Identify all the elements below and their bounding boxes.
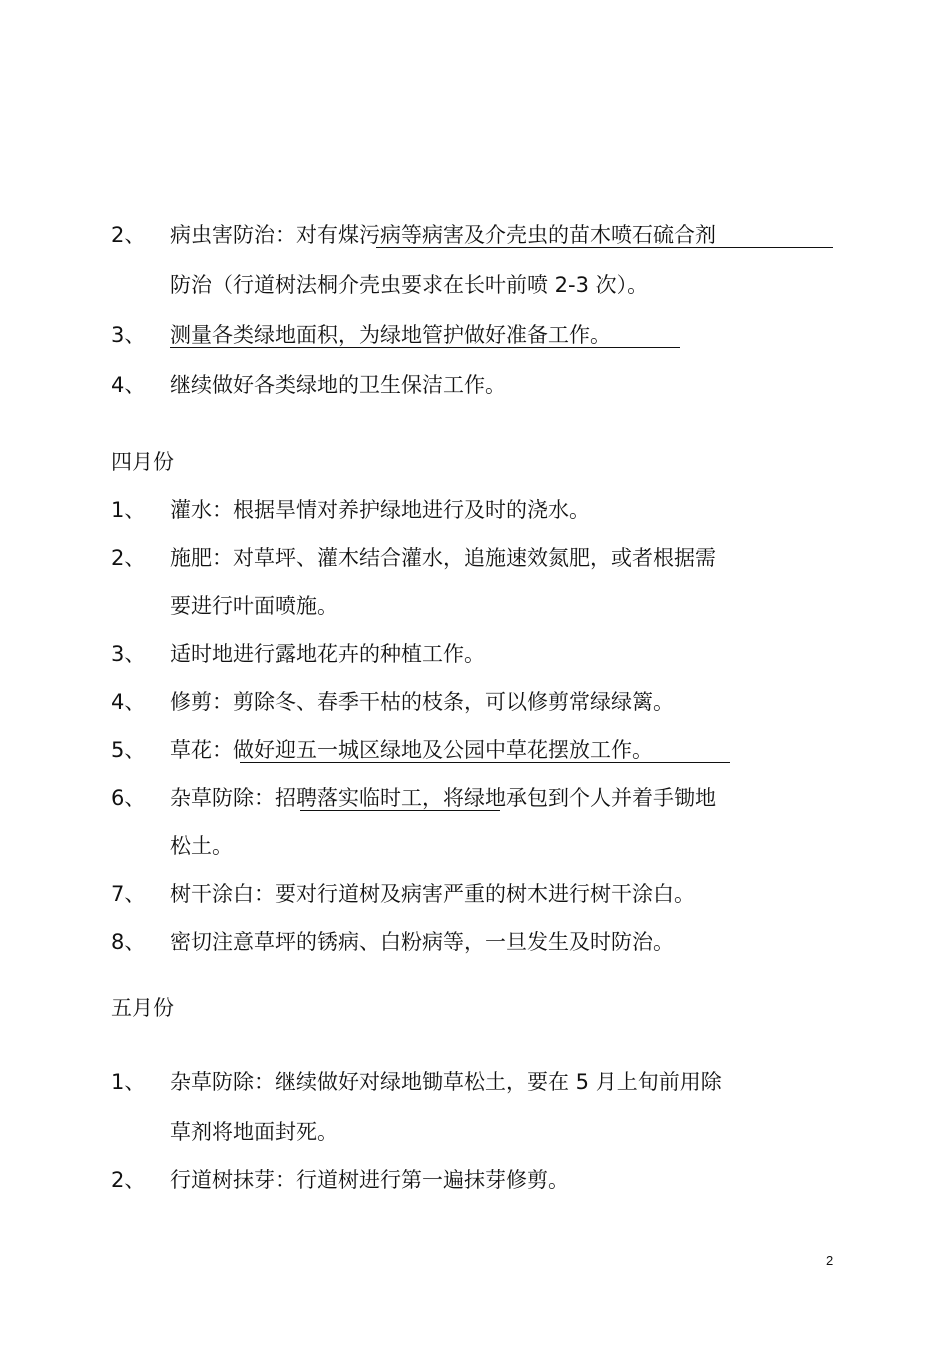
month-heading: 五月份 — [111, 996, 174, 1020]
list-item-continuation — [0, 267, 950, 303]
item-text: 修剪：剪除冬、春季干枯的枝条，可以修剪常绿绿篱。 — [170, 690, 674, 714]
item-text: 适时地进行露地花卉的种植工作。 — [170, 642, 485, 666]
item-text: 杂草防除：继续做好对绿地锄草松土，要在 5 月上旬前用除 — [170, 1070, 722, 1094]
item-text: 施肥：对草坪、灌木结合灌水，追施速效氮肥，或者根据需 — [170, 546, 716, 570]
item-text: 草剂将地面封死。 — [170, 1120, 338, 1144]
list-item-continuation — [0, 1114, 950, 1150]
item-text: 行道树抹芽：行道树进行第一遍抹芽修剪。 — [170, 1168, 569, 1192]
list-item — [0, 1064, 950, 1100]
list-item-continuation — [0, 828, 950, 864]
section-heading — [0, 990, 950, 1026]
item-number: 1、 — [111, 498, 146, 522]
underline-mark — [240, 762, 730, 763]
item-number: 1、 — [111, 1070, 146, 1094]
section-heading — [0, 444, 950, 480]
list-item — [0, 924, 950, 960]
underline-mark — [170, 347, 680, 348]
month-heading: 四月份 — [111, 450, 174, 474]
item-text: 防治（行道树法桐介壳虫要求在长叶前喷 2-3 次）。 — [170, 273, 649, 297]
item-text: 病虫害防治：对有煤污病等病害及介壳虫的苗木喷石硫合剂 — [170, 223, 716, 247]
item-text: 要进行叶面喷施。 — [170, 594, 338, 618]
item-text: 草花：做好迎五一城区绿地及公园中草花摆放工作。 — [170, 738, 653, 762]
item-number: 5、 — [111, 738, 146, 762]
item-number: 2、 — [111, 223, 146, 247]
list-item — [0, 540, 950, 576]
list-item — [0, 684, 950, 720]
item-text: 杂草防除：招聘落实临时工，将绿地承包到个人并着手锄地 — [170, 786, 716, 810]
item-text: 灌水：根据旱情对养护绿地进行及时的浇水。 — [170, 498, 590, 522]
item-text: 测量各类绿地面积，为绿地管护做好准备工作。 — [170, 323, 611, 347]
item-text: 继续做好各类绿地的卫生保洁工作。 — [170, 373, 506, 397]
item-number: 6、 — [111, 786, 146, 810]
item-text: 密切注意草坪的锈病、白粉病等，一旦发生及时防治。 — [170, 930, 674, 954]
item-number: 8、 — [111, 930, 146, 954]
underline-mark — [376, 247, 833, 248]
list-item — [0, 1162, 950, 1198]
item-number: 2、 — [111, 1168, 146, 1192]
item-number: 4、 — [111, 690, 146, 714]
list-item — [0, 492, 950, 528]
item-number: 2、 — [111, 546, 146, 570]
list-item-continuation — [0, 588, 950, 624]
item-number: 7、 — [111, 882, 146, 906]
list-item — [0, 636, 950, 672]
list-item — [0, 367, 950, 403]
item-number: 4、 — [111, 373, 146, 397]
item-text: 树干涂白：要对行道树及病害严重的树木进行树干涂白。 — [170, 882, 695, 906]
page-number: 2 — [826, 1253, 834, 1268]
list-item — [0, 876, 950, 912]
item-number: 3、 — [111, 323, 146, 347]
underline-mark — [300, 810, 500, 811]
item-text: 松土。 — [170, 834, 233, 858]
item-number: 3、 — [111, 642, 146, 666]
